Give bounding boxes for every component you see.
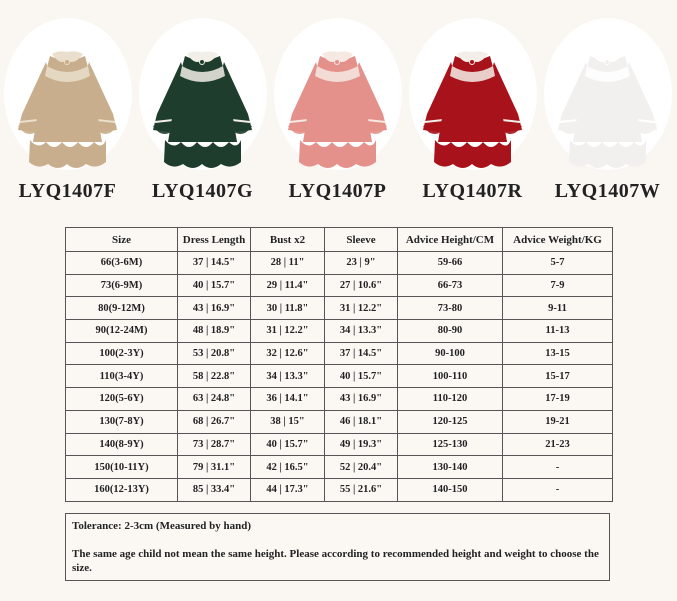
column-header: Dress Length — [178, 228, 251, 252]
table-row — [66, 388, 613, 411]
table-cell: 68 | 26.7" — [178, 410, 251, 433]
table-cell: 79 | 31.1" — [178, 456, 251, 479]
product-card-2 — [270, 18, 405, 218]
table-row — [66, 342, 613, 365]
table-cell: 120-125 — [398, 410, 503, 433]
table-cell: 120(5-6Y) — [66, 388, 178, 411]
table-cell: 21-23 — [503, 433, 613, 456]
column-header: Advice Height/CM — [398, 228, 503, 252]
product-code: LYQ1407R — [422, 180, 523, 202]
dress-red-image — [405, 22, 540, 172]
table-cell: 150(10-11Y) — [66, 456, 178, 479]
table-cell: - — [503, 478, 613, 501]
table-cell: 5-7 — [503, 252, 613, 275]
column-header: Size — [66, 228, 178, 252]
table-row — [66, 478, 613, 501]
product-gallery — [0, 0, 677, 215]
table-cell: 28 | 11" — [251, 252, 325, 275]
table-cell: 43 | 16.9" — [178, 297, 251, 320]
table-row — [66, 365, 613, 388]
table-cell: 44 | 17.3" — [251, 478, 325, 501]
table-cell: 58 | 22.8" — [178, 365, 251, 388]
table-cell: 34 | 13.3" — [325, 320, 398, 343]
table-row — [66, 433, 613, 456]
table-cell: - — [503, 456, 613, 479]
table-cell: 160(12-13Y) — [66, 478, 178, 501]
table-cell: 73-80 — [398, 297, 503, 320]
column-header: Advice Weight/KG — [503, 228, 613, 252]
table-cell: 110(3-4Y) — [66, 365, 178, 388]
column-header: Sleeve — [325, 228, 398, 252]
table-row — [66, 252, 613, 275]
product-card-3 — [405, 18, 540, 218]
table-row — [66, 274, 613, 297]
table-cell: 37 | 14.5" — [325, 342, 398, 365]
table-cell: 13-15 — [503, 342, 613, 365]
table-cell: 80-90 — [398, 320, 503, 343]
table-cell: 36 | 14.1" — [251, 388, 325, 411]
table-cell: 30 | 11.8" — [251, 297, 325, 320]
table-cell: 80(9-12M) — [66, 297, 178, 320]
table-cell: 49 | 19.3" — [325, 433, 398, 456]
table-cell: 23 | 9" — [325, 252, 398, 275]
table-row — [66, 410, 613, 433]
table-cell: 38 | 15" — [251, 410, 325, 433]
column-header: Bust x2 — [251, 228, 325, 252]
table-cell: 43 | 16.9" — [325, 388, 398, 411]
table-cell: 130(7-8Y) — [66, 410, 178, 433]
table-cell: 85 | 33.4" — [178, 478, 251, 501]
table-cell: 48 | 18.9" — [178, 320, 251, 343]
product-code: LYQ1407W — [554, 180, 661, 202]
table-cell: 140(8-9Y) — [66, 433, 178, 456]
table-cell: 140-150 — [398, 478, 503, 501]
table-cell: 66(3-6M) — [66, 252, 178, 275]
size-advice-note: The same age child not mean the same height. Please according to recommended height and weight to choose the size. — [72, 548, 599, 574]
table-cell: 90-100 — [398, 342, 503, 365]
product-code: LYQ1407F — [18, 180, 117, 202]
table-cell: 40 | 15.7" — [178, 274, 251, 297]
table-cell: 100(2-3Y) — [66, 342, 178, 365]
dress-pink-image — [270, 22, 405, 172]
table-cell: 90(12-24M) — [66, 320, 178, 343]
dress-green-image — [135, 22, 270, 172]
table-cell: 53 | 20.8" — [178, 342, 251, 365]
table-cell: 7-9 — [503, 274, 613, 297]
table-cell: 42 | 16.5" — [251, 456, 325, 479]
table-cell: 31 | 12.2" — [251, 320, 325, 343]
table-cell: 17-19 — [503, 388, 613, 411]
table-cell: 29 | 11.4" — [251, 274, 325, 297]
table-row — [66, 297, 613, 320]
table-cell: 130-140 — [398, 456, 503, 479]
product-card-0 — [0, 18, 135, 218]
table-cell: 19-21 — [503, 410, 613, 433]
table-cell: 73 | 28.7" — [178, 433, 251, 456]
table-cell: 15-17 — [503, 365, 613, 388]
table-cell: 100-110 — [398, 365, 503, 388]
table-cell: 52 | 20.4" — [325, 456, 398, 479]
tolerance-note: Tolerance: 2-3cm (Measured by hand) — [72, 520, 252, 532]
table-cell: 73(6-9M) — [66, 274, 178, 297]
table-cell: 66-73 — [398, 274, 503, 297]
table-cell: 63 | 24.8" — [178, 388, 251, 411]
dress-white-image — [540, 22, 675, 172]
table-cell: 31 | 12.2" — [325, 297, 398, 320]
table-cell: 11-13 — [503, 320, 613, 343]
size-notes — [65, 513, 610, 581]
table-header-row — [66, 228, 613, 252]
table-cell: 125-130 — [398, 433, 503, 456]
table-cell: 9-11 — [503, 297, 613, 320]
table-cell: 46 | 18.1" — [325, 410, 398, 433]
table-cell: 27 | 10.6" — [325, 274, 398, 297]
table-cell: 34 | 13.3" — [251, 365, 325, 388]
table-cell: 40 | 15.7" — [325, 365, 398, 388]
table-row — [66, 320, 613, 343]
table-cell: 59-66 — [398, 252, 503, 275]
table-row — [66, 456, 613, 479]
size-chart-table — [65, 227, 613, 502]
table-cell: 37 | 14.5" — [178, 252, 251, 275]
table-cell: 55 | 21.6" — [325, 478, 398, 501]
table-cell: 110-120 — [398, 388, 503, 411]
product-card-4 — [540, 18, 675, 218]
product-code: LYQ1407G — [151, 180, 254, 202]
product-card-1 — [135, 18, 270, 218]
table-cell: 40 | 15.7" — [251, 433, 325, 456]
product-code: LYQ1407P — [288, 180, 387, 202]
table-cell: 32 | 12.6" — [251, 342, 325, 365]
dress-khaki-image — [0, 22, 135, 172]
